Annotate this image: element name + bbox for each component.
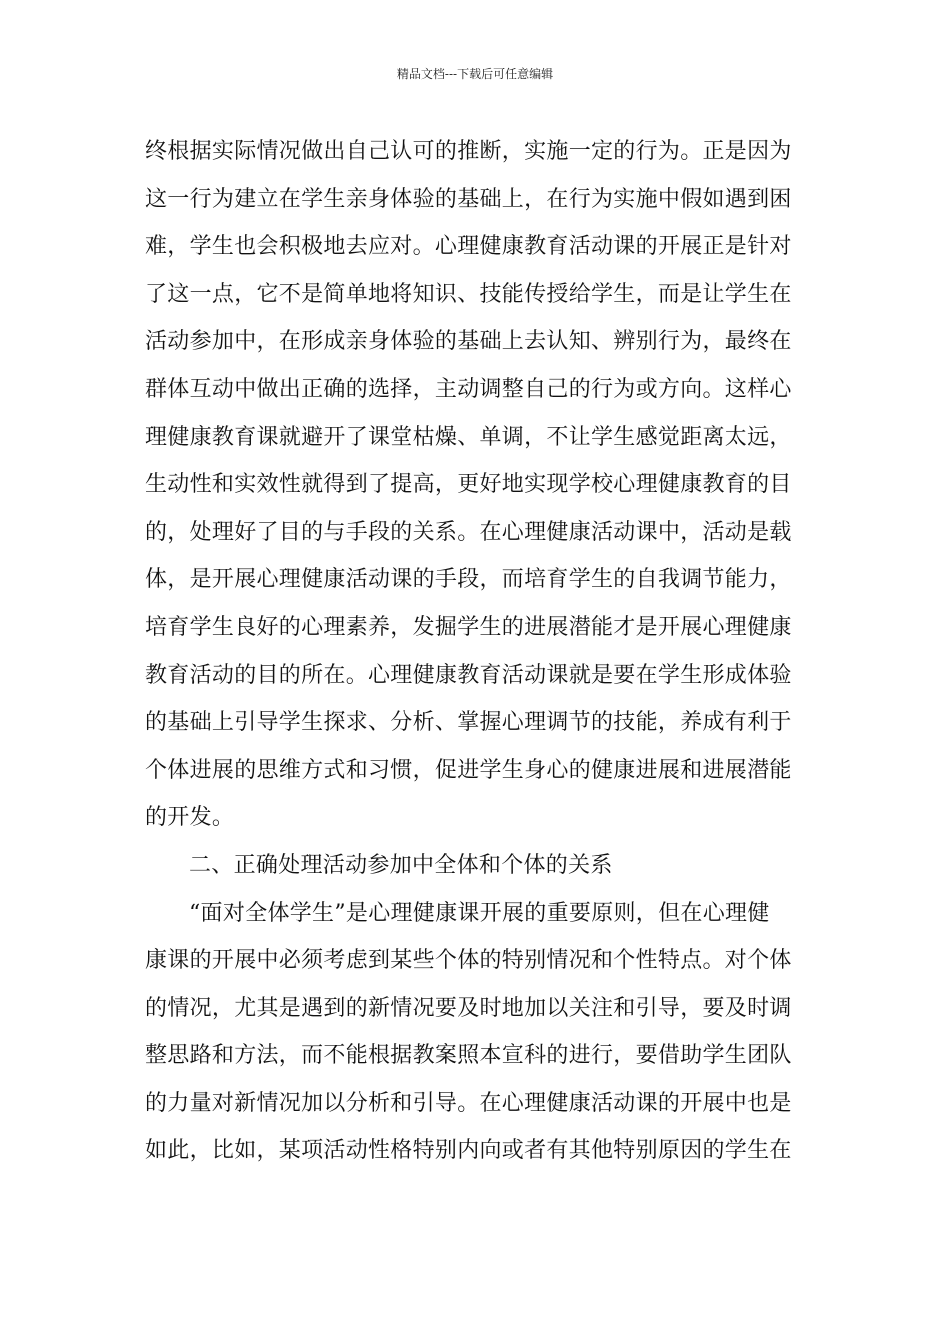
text-line: 难，学生也会积极地去应对。心理健康教育活动课的开展正是针对 (145, 234, 792, 260)
text-line: 理健康教育课就避开了课堂枯燥、单调，不让学生感觉距离太远， (145, 424, 792, 450)
text-line: 的，处理好了目的与手段的关系。在心理健康活动课中，活动是载 (145, 519, 792, 545)
text-line: 终根据实际情况做出自己认可的推断，实施一定的行为。正是因为 (145, 139, 792, 164)
section-heading: 二、正确处理活动参加中全体和个体的关系 (189, 852, 613, 878)
body-text (145, 128, 805, 1175)
text-line: 的基础上引导学生探求、分析、掌握心理调节的技能，养成有利于 (145, 710, 792, 736)
text-line: 教育活动的目的所在。心理健康教育活动课就是要在学生形成体验 (145, 662, 792, 688)
text-line: 康课的开展中必须考虑到某些个体的特别情况和个性特点。对个体 (145, 948, 792, 974)
text-line: 的力量对新情况加以分析和引导。在心理健康活动课的开展中也是 (145, 1090, 792, 1116)
text-line: 活动参加中，在形成亲身体验的基础上去认知、辨别行为，最终在 (145, 329, 792, 355)
text-line: 群体互动中做出正确的选择，主动调整自己的行为或方向。这样心 (145, 376, 792, 402)
text-line: 体，是开展心理健康活动课的手段，而培育学生的自我调节能力， (145, 567, 792, 593)
text-line: 了这一点，它不是简单地将知识、技能传授给学生，而是让学生在 (145, 281, 792, 307)
text-line: 整思路和方法，而不能根据教案照本宣科的进行，要借助学生团队 (145, 1043, 792, 1069)
text-line: 的情况，尤其是遇到的新情况要及时地加以关注和引导，要及时调 (145, 995, 792, 1021)
text-line: 如此，比如，某项活动性格特别内向或者有其他特别原因的学生在 (145, 1138, 792, 1164)
text-line: 培育学生良好的心理素养，发掘学生的进展潜能才是开展心理健康 (145, 614, 792, 640)
page-header: 精品文档---下载后可任意编辑 (396, 67, 554, 81)
text-line: “面对全体学生”是心理健康课开展的重要原则，但在心理健 (189, 900, 770, 926)
text-line: 个体进展的思维方式和习惯，促进学生身心的健康进展和进展潜能 (145, 757, 792, 783)
text-line: 的开发。 (145, 805, 235, 831)
text-line: 生动性和实效性就得到了提高，更好地实现学校心理健康教育的目 (145, 472, 792, 498)
text-line: 这一行为建立在学生亲身体验的基础上，在行为实施中假如遇到困 (145, 186, 792, 212)
